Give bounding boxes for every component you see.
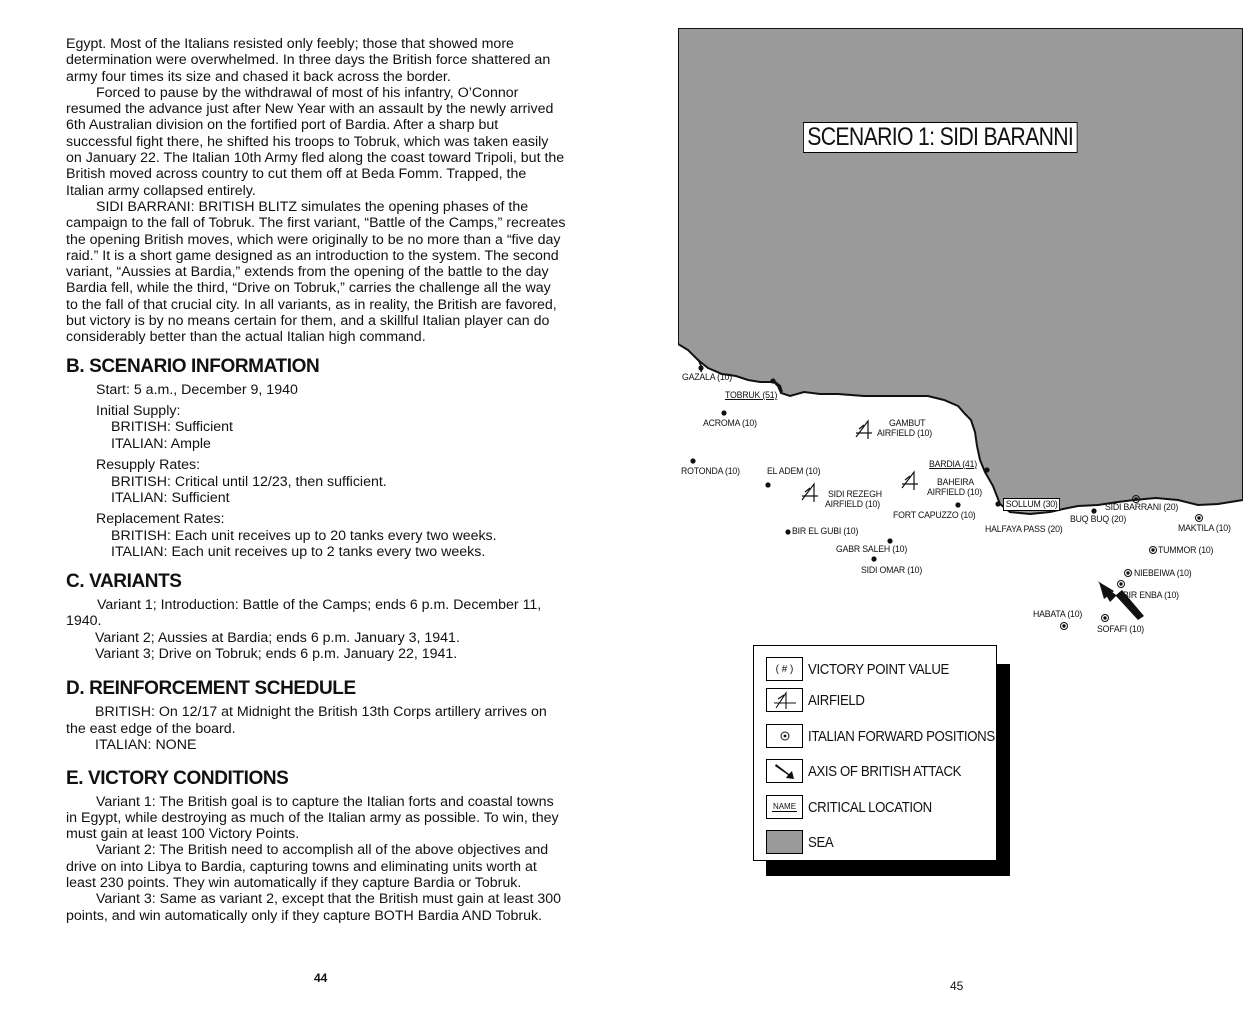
replacement-label: Replacement Rates: [96,511,225,528]
victory-variant-1: Variant 1: The British goal is to capture the Italian forts and coastal towns in Egypt, while destroying as much of the Italian army as possible. To win, they must gain at least 100 Victory Points. [66,793,559,843]
label-bir-el-gubi: BIR EL GUBI (10) [792,526,859,537]
victory-heading: E. VICTORY CONDITIONS [66,767,289,789]
label-bardia: BARDIA (41) [929,459,978,470]
label-acroma: ACROMA (10) [703,418,757,429]
reinforcement-italian: ITALIAN: NONE [95,737,197,754]
label-maktila: MAKTILA (10) [1178,523,1231,534]
legend-row-sea [766,829,837,855]
label-bir-enba: BIR ENBA (10) [1123,590,1179,601]
legend-axis-label: AXIS OF BRITISH ATTACK [808,762,962,780]
victory-point-symbol: ( # ) [766,657,803,681]
legend-row-italian [766,723,1020,749]
legend-row-axis [766,758,982,784]
label-gambut-2: AIRFIELD (10) [877,428,932,439]
resupply-label: Resupply Rates: [96,457,201,474]
airfield-icon [766,688,803,712]
critical-location-symbol [766,795,803,819]
label-gambut-1: GAMBUT [889,418,926,429]
resupply-british: BRITISH: Critical until 12/23, then sufficient. [111,473,387,490]
label-sofafi: SOFAFI (10) [1097,624,1145,635]
label-tobruk: TOBRUK (51) [725,390,778,401]
left-page [66,36,566,924]
resupply-italian: ITALIAN: Sufficient [111,490,230,507]
initial-supply-label: Initial Supply: [96,403,181,420]
intro-paragraph-3: SIDI BARRANI: BRITISH BLITZ simulates the opening phases of the campaign to the fall of Tobruk. The first variant, “Battle of the Camps,” recreates the opening British moves, which were originally to be no more than a “five day raid.” It is a short game designed as an introduction to the system. The second variant, “Aussies at Bardia,” extends from the opening of the battle to the day Bardia fell, while the third, “Drive on Tobruk,” carries the challenge all the way to the fall of that crucial city. In all variants, as in reality, the British are favored, but victory is by no means certain for them, and a skillful Italian player can do considerably better than the actual Italian high command. [66,198,566,346]
legend-sea-label: SEA [808,833,834,851]
attack-arrow-icon [766,759,803,783]
replacement-british: BRITISH: Each unit receives up to 20 tanks every two weeks. [111,527,497,544]
label-fort-capuzzo: FORT CAPUZZO (10) [893,510,976,521]
label-baheira-2: AIRFIELD (10) [927,487,982,498]
reinforcement-heading: D. REINFORCEMENT SCHEDULE [66,678,356,700]
reinforcement-british: BRITISH: On 12/17 at Midnight the British 13th Corps artillery arrives on the east edge of the board. [66,704,547,737]
legend-italian-label: ITALIAN FORWARD POSITIONS [808,727,995,745]
variants-heading: C. VARIANTS [66,570,182,592]
label-halfaya-pass: HALFAYA PASS (20) [985,524,1063,535]
replacement-italian: ITALIAN: Each unit receives up to 2 tanks every two weeks. [111,544,486,561]
map-title: SCENARIO 1: SIDI BARANNI [803,122,1077,153]
label-gabr-saleh: GABR SALEH (10) [836,544,908,555]
initial-supply-british: BRITISH: Sufficient [111,419,233,436]
label-sidi-barrani: SIDI BARRANI (20) [1105,502,1179,513]
variant-1: Variant 1; Introduction: Battle of the Camps; ends 6 p.m. December 11, 1940. [66,596,542,630]
legend-row-vp [766,656,968,682]
label-sidi-rezegh-1: SIDI REZEGH [828,489,882,500]
map-legend [753,645,997,861]
label-buq-buq: BUQ BUQ (20) [1070,514,1127,525]
legend-airfield-label: AIRFIELD [808,691,865,709]
variant-3: Variant 3; Drive on Tobruk; ends 6 p.m. January 22, 1941. [95,645,458,662]
start-line: Start: 5 a.m., December 9, 1940 [96,381,298,398]
initial-supply-italian: ITALIAN: Ample [111,435,211,452]
label-tummor: TUMMOR (10) [1158,545,1214,556]
victory-variant-3: Variant 3: Same as variant 2, except that the British must gain at least 300 points, and win automatically only if they capture BOTH Bardia AND Tobruk. [66,891,562,924]
label-rotonda: ROTONDA (10) [681,466,740,477]
label-niebeiwa: NIEBEIWA (10) [1134,568,1192,579]
sea-area [678,28,1243,514]
legend-row-airfield [766,687,872,713]
label-sollum: SOLLUM (30) [1003,498,1060,511]
intro-paragraph-2: Forced to pause by the withdrawal of most of his infantry, O’Connor resumed the advance just after New Year with an assault by the newly arrived 6th Australian division on the fortified port of Bardia. After a sharp but successful fight there, he shifted his troops to Tobruk, which was taken easily on January 22. The Italian 10th Army fled along the coast toward Tripoli, but the British moved across country to cut them off at Beda Fomm. Trapped, the Italian army collapsed entirely. [66,84,565,199]
page-number-right: 45 [950,979,964,993]
label-el-adem: EL ADEM (10) [767,466,821,477]
map [678,28,1243,648]
page-number-left: 44 [314,971,328,985]
sea-swatch [766,830,803,854]
scenario-info-heading: B. SCENARIO INFORMATION [66,355,320,377]
victory-variant-2: Variant 2: The British need to accomplish all of the above objectives and drive on into Libya to Bardia, capturing towns and eliminating units worth at least 230 points. They win automatically if they capture Bardia or Tobruk. [66,842,549,892]
label-gazala: GAZALA (10) [682,372,732,383]
label-sidi-rezegh-2: AIRFIELD (10) [825,499,880,510]
legend-critical-label: CRITICAL LOCATION [808,798,932,816]
label-sidi-omar: SIDI OMAR (10) [861,565,923,576]
name-symbol-text: NAME [772,802,797,811]
label-habata: HABATA (10) [1033,609,1083,620]
legend-row-critical [766,794,949,820]
label-baheira-1: BAHEIRA [937,477,975,488]
variant-2: Variant 2; Aussies at Bardia; ends 6 p.m. January 3, 1941. [95,629,460,646]
legend-vp-label: VICTORY POINT VALUE [808,660,950,678]
italian-position-icon [766,724,803,748]
intro-paragraph-1: Egypt. Most of the Italians resisted only feebly; those that showed more determination were overwhelmed. In three days the British force shattered an army four times its size and chased it back across the border. [66,36,551,85]
